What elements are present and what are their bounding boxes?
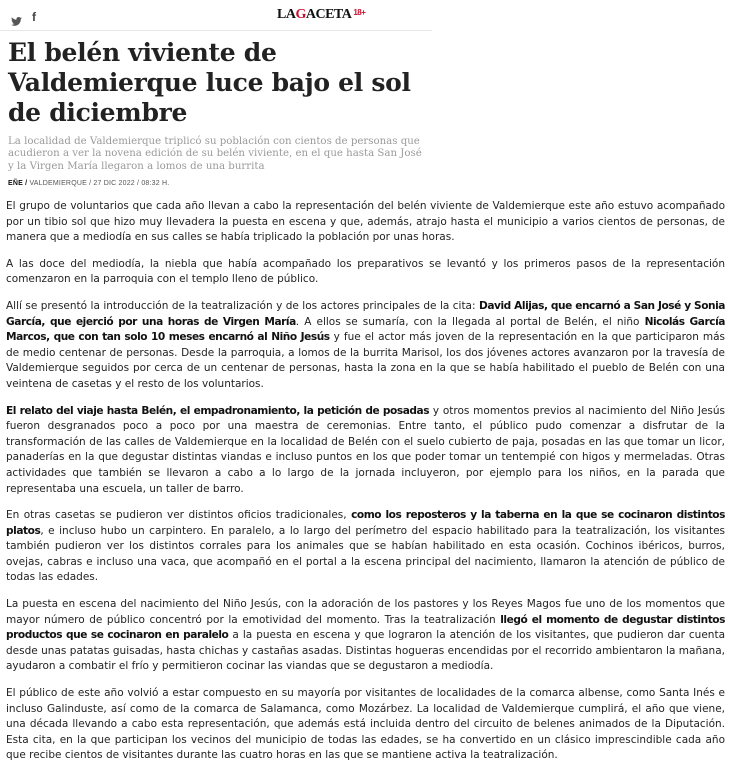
logo-text-g: G [295, 7, 306, 22]
paragraph-7: El público de este año volvió a estar compuesto en su mayoría por visitantes de localidades de la comarca albense, como Santa Inés e incluso Galinduste, así como de la comarca de Salamanca, como Mozárbez. La localidad de Valdemierque cumplirá, el año que viene, una década llevando a cabo esta representación, que además está incluida dentro del circuito de belenes animados de la Diputación. Esta cita, en la que participan los vecinos del municipio de todas las edades, se ha convertido en un clásico imprescindible cada año que recibe cientos de visitantes durante las cuatro horas en las que se mantiene activa la teatralización. [6, 687, 725, 762]
dateline: VALDEMIERQUE / 27 DIC 2022 / 08:32 H. [29, 180, 170, 187]
paragraph-1: El grupo de voluntarios que cada año llevan a cabo la representación del belén viviente de Valdemierque este año estuvo acompañado por un tibio sol que hizo muy llevadera la puesta en escena y que, además, atrajo hasta el municipio a varios cientos de personas, de manera que a mediodía en sus calles se había triplicado la población por unas horas. [6, 200, 725, 244]
highlight-text: llegó el momento de degustar distintos productos que se cocinaron en paralelo [6, 613, 725, 642]
highlight-text: como los reposteros y la taberna en la que se cocinaron distintos platos [6, 509, 725, 537]
paragraph-4 [6, 404, 725, 498]
paragraph-text: . A ellos se sumaría, con la llegada al portal de Belén, el niño [295, 315, 645, 328]
top-bar [0, 0, 432, 31]
paragraph-text: Allí se presentó la introducción de la teatralización y de los actores principales de la cita: [6, 299, 479, 312]
article-subtitle: La localidad de Valdemierque triplicó su población con cientos de personas que acudieron a ver la novena edición de su belén viviente, en el que hasta San José y la Virgen María llegaron a lomos de una burrita [8, 136, 422, 172]
site-logo[interactable] [277, 7, 365, 23]
paragraph-text: y fue el actor más joven de la representación en la que participaron más de medio centenar de personas. Desde la parroquia, a lomos de la burrita Marisol, los dos jóvenes actores avanzaron por la travesía de Valdemierque seguidos por cerca de un centenar de personas, hasta la zona en la que se había habilitado el pueblo de Belén con una veintena de casetas y el resto de los voluntarios. [6, 331, 725, 390]
logo-text-prefix: LA [277, 7, 296, 22]
highlight-text: David Alijas, que encarnó a San José y Sonia García, que ejerció por una horas de Virgen María [6, 299, 725, 328]
logo-age-badge: 18+ [353, 8, 366, 17]
paragraph-5 [6, 508, 725, 586]
paragraph-text: La puesta en escena del nacimiento del Niño Jesús, con la adoración de los pastores y los Reyes Magos fue uno de los momentos que mayor número de público concentró por la emotividad del momento. Tras la teatralización [6, 598, 725, 626]
paragraph-text: En otras casetas se pudieron ver distintos oficios tradicionales, [6, 509, 352, 522]
paragraph-text: y otros momentos previos al nacimiento del Niño Jesús fueron desgranados poco a poco por una maestra de ceremonias. Entre tanto, el público pudo comenzar a disfrutar de la transformación de las calles de Valdemierque en la localidad de Belén con el suelo cubierto de paja, posadas en las que tomar un licor, panaderías en la que degustar distintas viandas e incluso puntos en los que poder tomar un tentempié con higos y mermeladas. Otras actividades que también se llevaron a cabo a lo largo de la jornada incluyeron, por ejemplo para los niños, en la parada que representaba una escuela, un taller de barro. [6, 404, 725, 495]
article-title: El belén viviente de Valdemierque luce bajo el sol de diciembre [8, 38, 411, 127]
logo-text-suffix: ACETA [305, 7, 352, 22]
paragraph-3 [6, 299, 725, 393]
twitter-icon[interactable] [11, 11, 22, 30]
facebook-icon[interactable]: f [32, 10, 36, 24]
section-link[interactable]: EÑE / [8, 180, 28, 187]
paragraph-6 [6, 597, 725, 675]
highlight-text: Nicolás García Marcos, que con tan solo 10 meses encarnó al Niño Jesús [6, 315, 725, 344]
article-byline [8, 180, 169, 187]
paragraph-text: , e incluso hubo un carpintero. En paralelo, a lo largo del perímetro del espacio habilitado para la teatralización, los visitantes también pudieron ver los distintos corrales para los animales que se habían habilitado en esta ocasión. Cochinos ibéricos, burros, ovejas, cabras e incluso una vaca, que acompañó en el portal a la escena principal del nacimiento, llamaron la atención de público de todas las edades. [6, 524, 725, 584]
paragraph-text: a la puesta en escena y que lograron la atención de los visitantes, que pudieron dar cuenta desde unas patatas guisadas, hasta chichas y castañas asadas. Distintas hogueras encendidas por el recorrido ambientaron la mañana, ayudaron a combatir el frío y permitieron cocinar las viandas que se degustaron a mediodía. [6, 629, 726, 673]
highlight-text: El relato del viaje hasta Belén, el empadronamiento, la petición de posadas [6, 404, 430, 417]
paragraph-2: A las doce del mediodía, la niebla que había acompañado los preparativos se levantó y los primeros pasos de la representación comenzaron en la parroquia con el templo lleno de público. [6, 257, 725, 286]
article-body [6, 199, 725, 775]
